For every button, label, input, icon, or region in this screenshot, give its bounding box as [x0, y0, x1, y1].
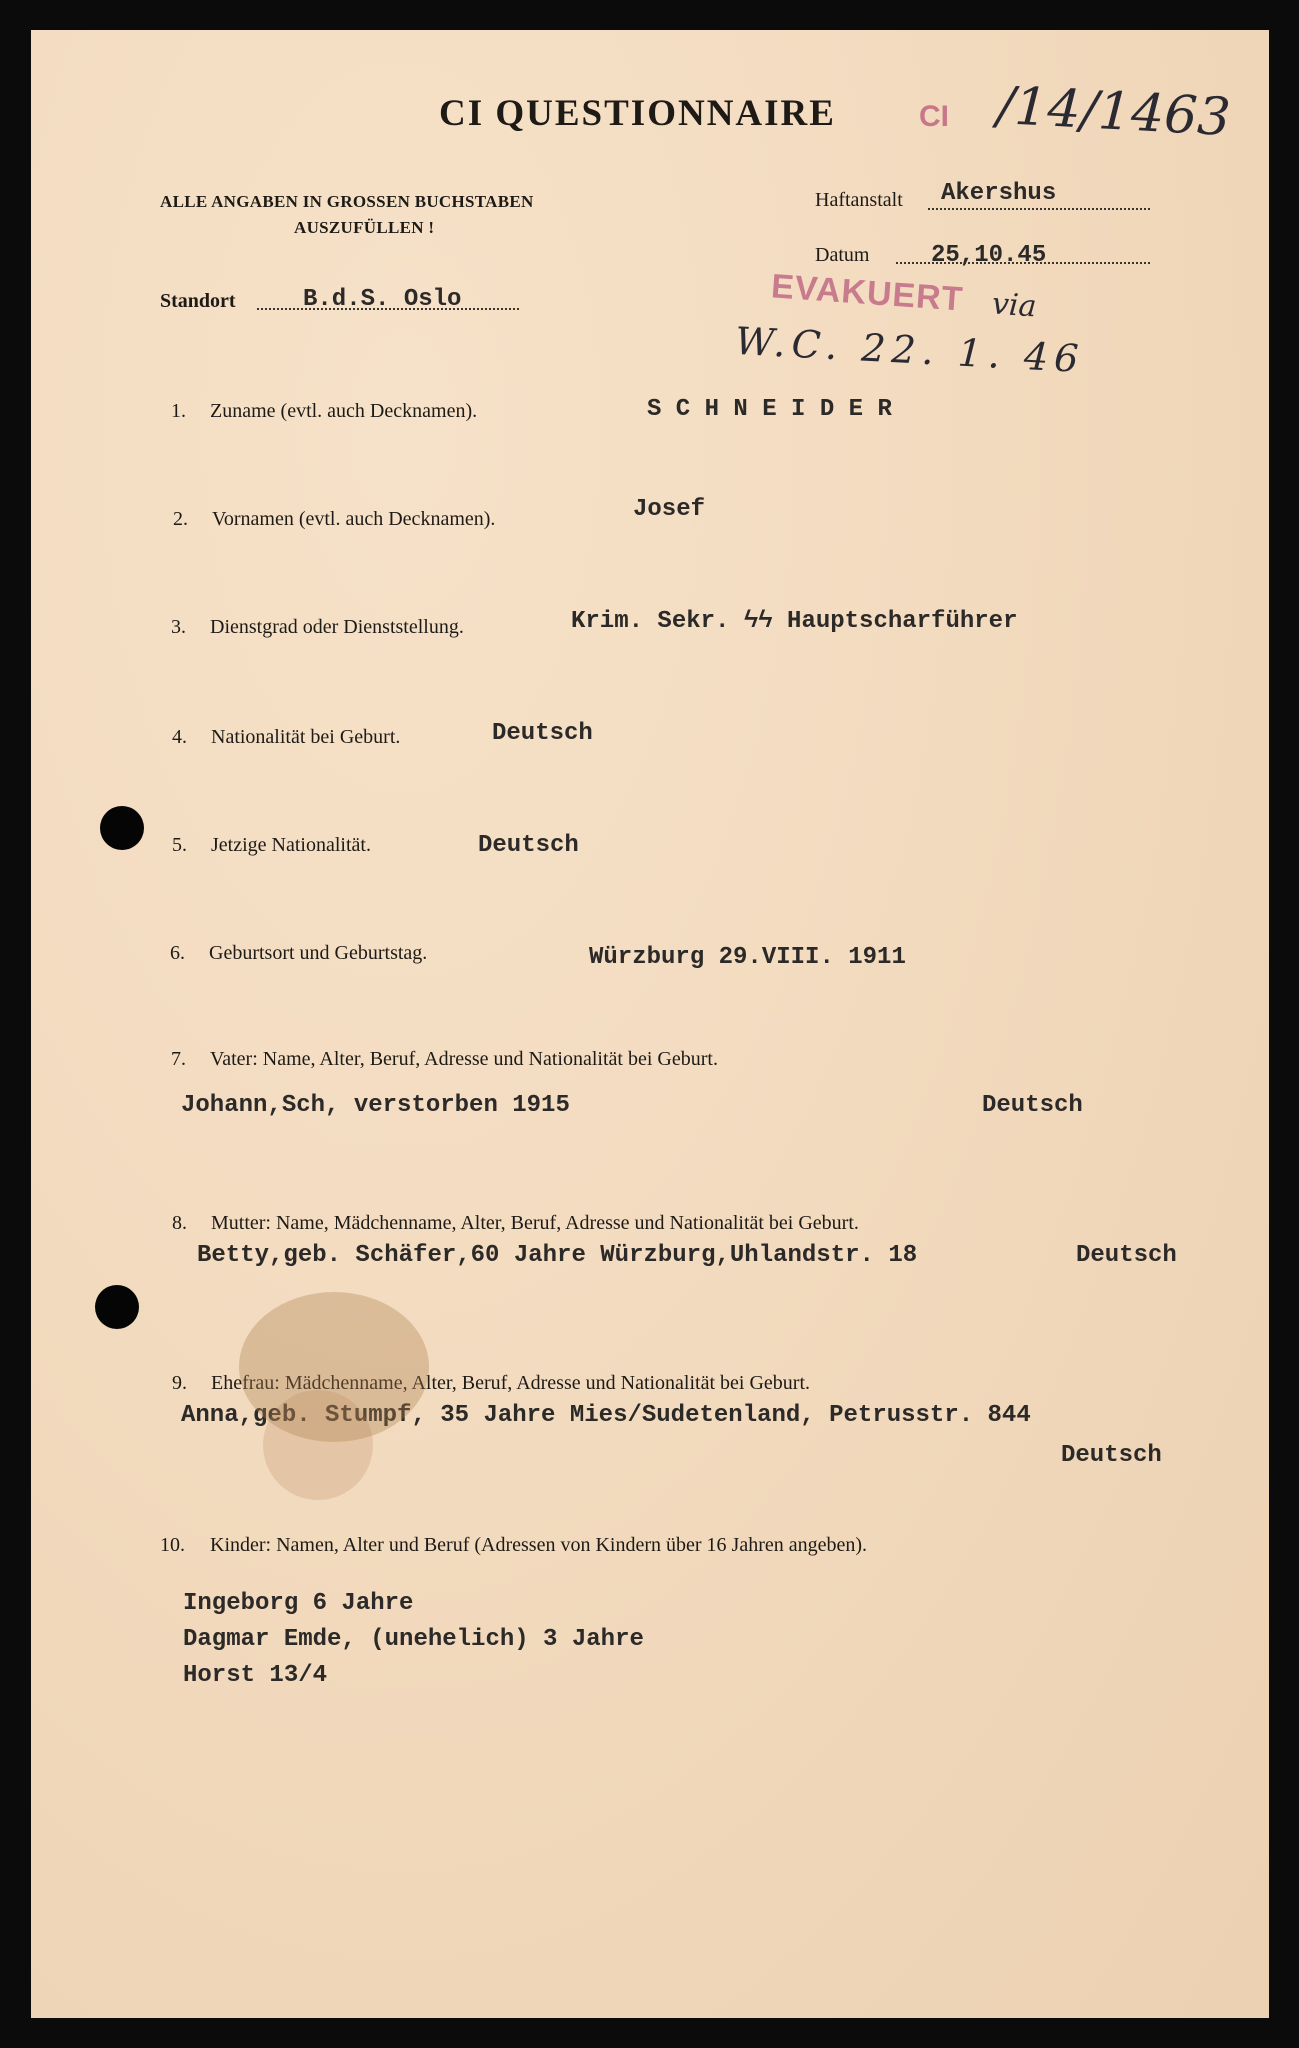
- child-entry: Dagmar Emde, (unehelich) 3 Jahre: [183, 1626, 644, 1653]
- question-7-label: Vater: Name, Alter, Beruf, Adresse und Nationalität bei Geburt.: [210, 1048, 718, 1070]
- handwritten-evacuation-note: W.C. 22. 1. 46: [734, 318, 1086, 382]
- question-7-number: 7.: [171, 1048, 186, 1070]
- question-9-number: 9.: [172, 1372, 187, 1394]
- question-8-number: 8.: [172, 1212, 187, 1234]
- question-10-label: Kinder: Namen, Alter und Beruf (Adressen von Kindern über 16 Jahren angeben).: [210, 1534, 868, 1556]
- question-5-number: 5.: [172, 834, 187, 856]
- question-4-answer: Deutsch: [492, 720, 593, 747]
- document-page: [31, 30, 1269, 2018]
- question-4-number: 4.: [172, 726, 187, 748]
- standort-value: B.d.S. Oslo: [303, 286, 462, 313]
- question-9-nationality: Deutsch: [1061, 1442, 1162, 1469]
- question-4-label: Nationalität bei Geburt.: [211, 726, 401, 748]
- child-entry: Horst 13/4: [183, 1662, 328, 1689]
- question-1-number: 1.: [171, 400, 186, 422]
- ci-stamp: CI: [919, 100, 949, 133]
- instruction-line-1: ALLE ANGABEN IN GROSSEN BUCHSTABEN: [160, 192, 534, 211]
- question-10-number: 10.: [160, 1534, 185, 1556]
- punch-hole: [95, 1285, 139, 1329]
- question-3-number: 3.: [171, 616, 186, 638]
- question-5-answer: Deutsch: [478, 832, 579, 859]
- question-7-answer: Johann,Sch, verstorben 1915: [181, 1092, 570, 1119]
- datum-label: Datum: [815, 244, 870, 266]
- stain: [263, 1390, 373, 1500]
- question-9-answer: Anna,geb. Stumpf, 35 Jahre Mies/Sudetenland, Petrusstr. 844: [181, 1402, 1031, 1429]
- handwritten-file-number: /14/1463: [995, 75, 1232, 149]
- question-6-label: Geburtsort und Geburtstag.: [209, 942, 428, 964]
- datum-value: 25,10.45: [931, 242, 1047, 269]
- question-6-answer: Würzburg 29.VIII. 1911: [589, 944, 906, 971]
- question-3-label: Dienstgrad oder Dienststellung.: [210, 616, 464, 638]
- question-8-answer: Betty,geb. Schäfer,60 Jahre Würzburg,Uhlandstr. 18: [197, 1242, 918, 1269]
- child-entry: Ingeborg 6 Jahre: [183, 1590, 414, 1617]
- question-7-nationality: Deutsch: [982, 1092, 1083, 1119]
- haftanstalt-value: Akershus: [941, 180, 1057, 207]
- page-title: CI QUESTIONNAIRE: [439, 93, 836, 134]
- question-2-number: 2.: [173, 508, 188, 530]
- question-6-number: 6.: [170, 942, 185, 964]
- question-2-label: Vornamen (evtl. auch Decknamen).: [212, 508, 496, 530]
- standort-label: Standort: [160, 290, 236, 312]
- question-8-nationality: Deutsch: [1076, 1242, 1177, 1269]
- punch-hole: [100, 806, 144, 850]
- handwritten-via: via: [990, 286, 1038, 325]
- haftanstalt-label: Haftanstalt: [815, 189, 903, 211]
- question-1-answer: S C H N E I D E R: [647, 396, 892, 423]
- question-9-label: Ehefrau: Mädchenname, Alter, Beruf, Adresse und Nationalität bei Geburt.: [211, 1372, 811, 1394]
- evakuert-stamp: EVAKUERT: [769, 267, 965, 319]
- instruction-line-2: AUSZUFÜLLEN !: [294, 218, 435, 237]
- question-2-answer: Josef: [633, 496, 706, 523]
- question-3-answer: Krim. Sekr. ϟϟ Hauptscharführer: [571, 608, 1018, 635]
- question-8-label: Mutter: Name, Mädchenname, Alter, Beruf, Adresse und Nationalität bei Geburt.: [211, 1212, 859, 1234]
- question-1-label: Zuname (evtl. auch Decknamen).: [210, 400, 478, 422]
- question-5-label: Jetzige Nationalität.: [211, 834, 371, 856]
- haftanstalt-line: [928, 208, 1150, 210]
